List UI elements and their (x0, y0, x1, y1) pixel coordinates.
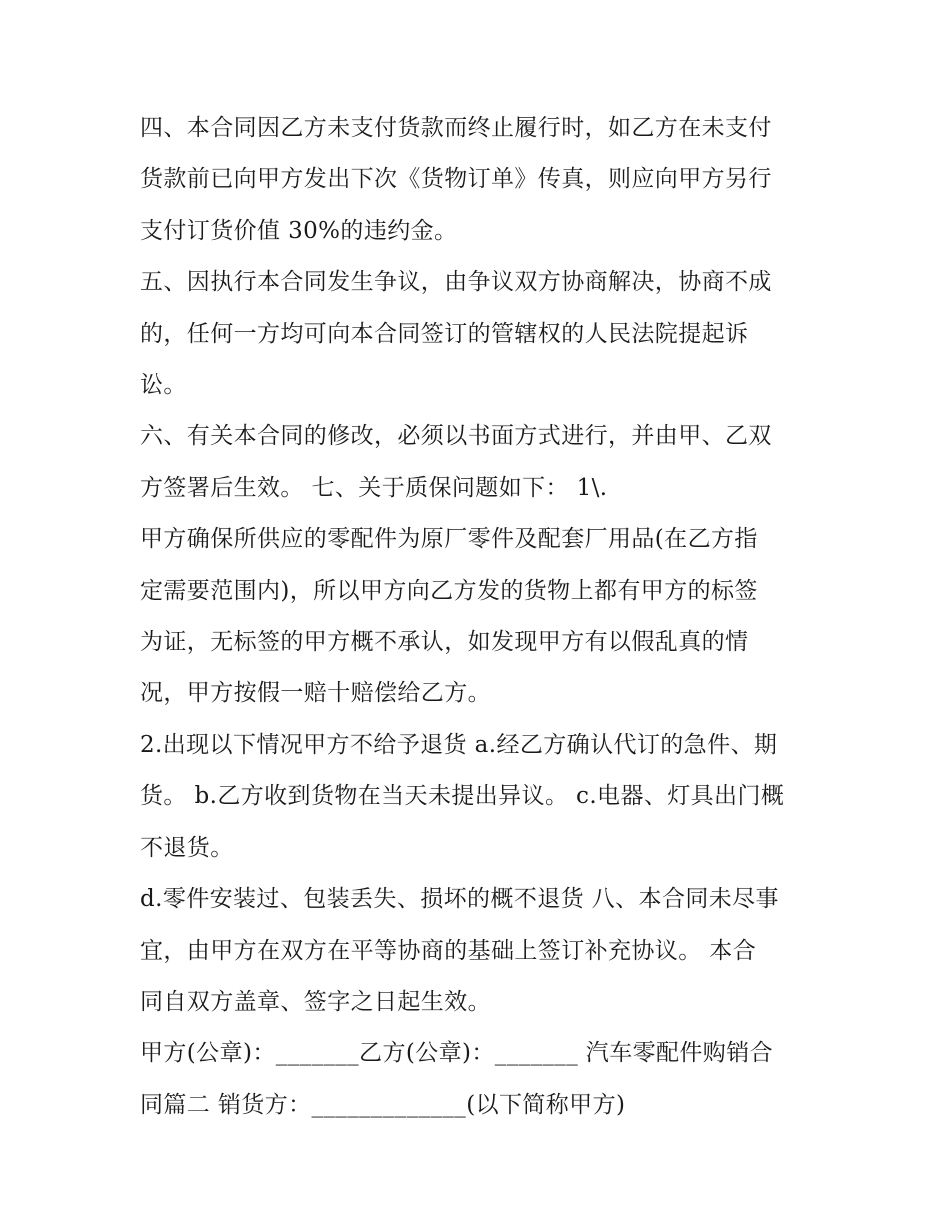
clause-four-paragraph: 四、本合同因乙方未支付货款而终止履行时，如乙方在未支付 货款前已向甲方发出下次《货物订单》传真，则应向甲方另行 支付订货价值 30%的违约金。 (140, 115, 772, 244)
clause-six-paragraph: 六、有关本合同的修改，必须以书面方式进行，并由甲、乙双 方签署后生效。 七、关于质保问题如下： 1\. (140, 423, 772, 501)
clause-eight-paragraph: d.零件安装过、包装丢失、损坏的概不退货 八、本合同未尽事 宜，由甲方在双方在平等协商的基础上签订补充协议。 本合 同自双方盖章、签字之日起生效。 (140, 886, 779, 1015)
no-return-paragraph: 2.出现以下情况甲方不给予退货 a.经乙方确认代订的急件、期 货。 b.乙方收到货物在当天未提出异议。 c.电器、灯具出门概 不退货。 (140, 731, 785, 861)
document-body (140, 103, 820, 1131)
warranty-paragraph: 甲方确保所供应的零配件为原厂零件及配套厂用品(在乙方指 定需要范围内)，所以甲方向乙方发的货物上都有甲方的标签 为证，无标签的甲方概不承认，如发现甲方有以假乱真的情 况，甲方按假一赔十赔偿给乙方。 (140, 526, 758, 707)
clause-five-paragraph: 五、因执行本合同发生争议，由争议双方协商解决，协商不成 的，任何一方均可向本合同签订的管辖权的人民法院提起诉 讼。 (140, 269, 772, 399)
signature-paragraph: 甲方(公章)：_______乙方(公章)：_______ 汽车零配件购销合 同篇二 销货方：_____________(以下简称甲方) (140, 1040, 774, 1118)
